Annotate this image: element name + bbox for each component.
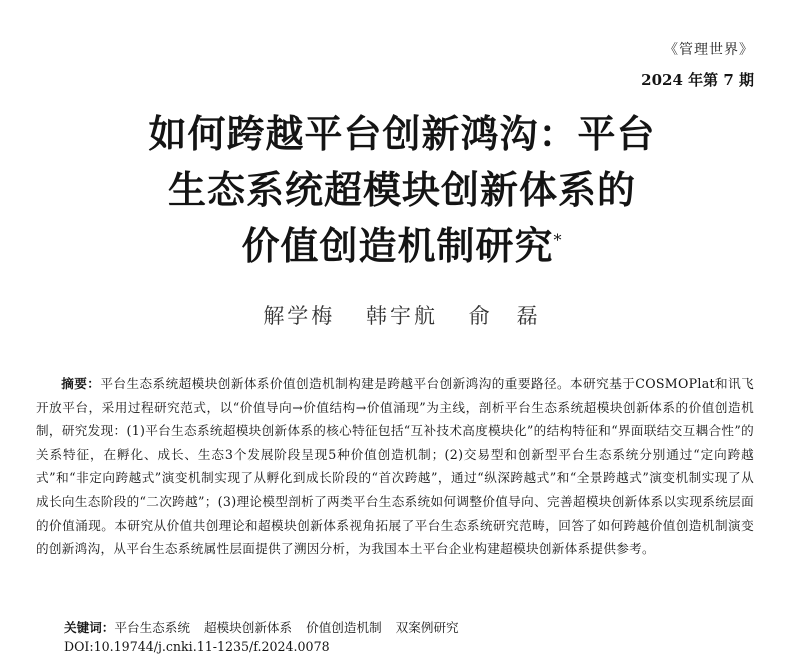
title-line-1: 如何跨越平台创新鸿沟：平台 (148, 112, 656, 156)
issue-number: 2024 年第 7 期 (641, 71, 754, 89)
title-footnote-mark: * (553, 230, 563, 250)
author-3: 俞 磊 (468, 304, 541, 328)
keywords (64, 619, 473, 637)
abstract-text: 平台生态系统超模块创新体系价值创造机制构建是跨越平台创新鸿沟的重要路径。本研究基于COSMOPlat和讯飞开放平台，采用过程研究范式，以“价值导向→价值结构→价值涌现”为主线，剖析平台生态系统超模块创新体系的价值创造机制，研究发现：(1)平台生态系统超模块创新体系的核心特征包括“互补技术高度模块化”的结构特征和“界面联结交互耦合性”的关系特征，在孵化、成长、生态3个发展阶段呈现5种价值创造机制；(2)交易型和创新型平台生态系统分别通过“定向跨越式”和“非定向跨越式”演变机制实现了从孵化到成长阶段的“首次跨越”，通过“纵深跨越式”和“全景跨越式”演变机制实现了从成长向生态阶段的“二次跨越”；(3)理论模型剖析了两类平台生态系统如何调整价值导向、完善超模块创新体系以实现系统层面的价值涌现。本研究从价值共创理论和超模块创新体系视角拓展了平台生态系统研究范畴，回答了如何跨越价值创造机制演变的创新鸿沟，从平台生态系统属性层面提供了溯因分析，为我国本土平台企业构建超模块创新体系提供参考。 (36, 376, 755, 557)
title-line-2: 生态系统超模块创新体系的 (167, 168, 636, 212)
doi: DOI:10.19744/j.cnki.11-1235/f.2024.0078 (64, 639, 330, 654)
article-title (40, 106, 764, 274)
title-line-3-text: 价值创造机制研究 (241, 224, 554, 268)
author-2: 韩宇航 (366, 304, 438, 328)
author-list (0, 302, 804, 330)
keywords-label: 关键词： (64, 620, 115, 635)
author-1: 解学梅 (263, 304, 336, 328)
keyword-1: 平台生态系统 (114, 620, 190, 635)
abstract (36, 372, 754, 561)
keyword-2: 超模块创新体系 (203, 620, 293, 635)
abstract-label: 摘要： (61, 376, 101, 391)
keyword-4: 双案例研究 (395, 620, 459, 635)
journal-name: 《管理世界》 (664, 42, 754, 58)
title-line-3 (40, 218, 764, 274)
keyword-3: 价值创造机制 (306, 620, 382, 635)
